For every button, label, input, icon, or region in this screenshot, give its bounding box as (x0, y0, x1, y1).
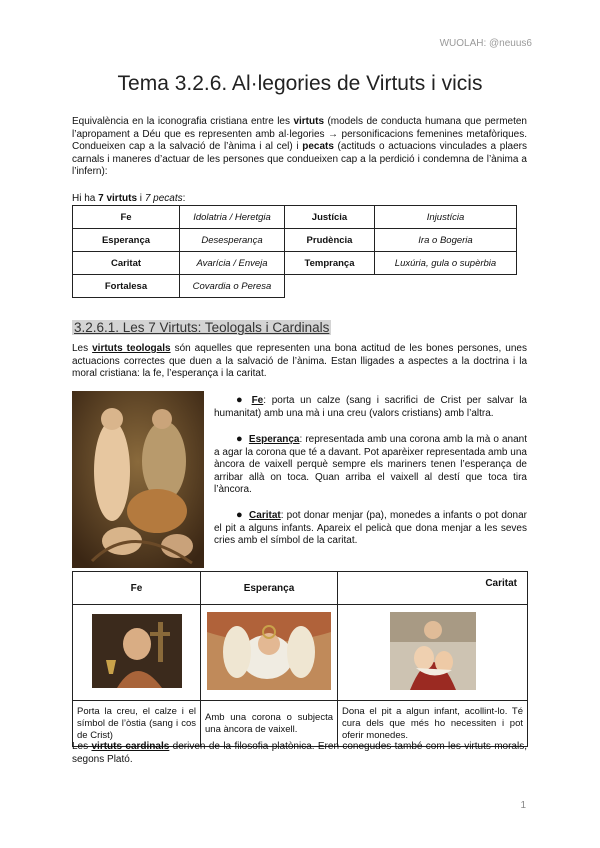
teologals-paragraph: Les virtuts teologals són aquelles que representen una bona actitud de les bones persones, unes actuacions correctes que duen a la salvació de l’ànima. Estan lligades a aspectes a la doctrina i la moral cristiana: la fe, l’esperança i la caritat. (72, 343, 527, 379)
table-row (73, 206, 517, 229)
count-line: Hi ha 7 virtuts i 7 pecats: (72, 193, 186, 204)
bullet-caritat: ● Caritat: pot donar menjar (pa), monedes a infants o pot donar el pit a alguns infants. Apareix el pelicà que dona menjar a les seves cries amb el símbol de la caritat. (214, 509, 527, 546)
bullet-fe: ● Fe: porta un calze (sang i sacrifici de Crist per salvar la humanitat) amb una mà i una creu (valors cristians) amb l’altra. (214, 394, 527, 419)
bullet-icon: ● (236, 509, 244, 521)
empty-cell (285, 275, 375, 298)
table-row (73, 275, 517, 298)
page-number: 1 (520, 800, 526, 811)
sin-cell: Avarícia / Enveja (180, 252, 285, 275)
watermark: WUOLAH: @neuus6 (439, 38, 532, 49)
bullet-icon: ● (236, 433, 243, 445)
table-row (73, 605, 528, 701)
virtue-cell: Caritat (73, 252, 180, 275)
sin-cell: Covardia o Peresa (180, 275, 285, 298)
cardinals-paragraph: Les virtuts cardinals deriven de la filosofia platònica. Eren conegudes també com les virtuts morals, segons Plató. (72, 741, 527, 765)
bullet-esperanca: ● Esperança: representada amb una corona amb la mà o anant a agar la corona que té a davant. Pot aparèixer representada amb una àncora de vaixell perquè sempre els mariners tenen l’esperança de arribar allà on toca. Quan arriba el vaixell al destí que toca tira l’àncora. (214, 433, 527, 495)
bullet-icon: ● (236, 394, 246, 406)
table-row (73, 252, 517, 275)
sin-cell: Desesperança (180, 229, 285, 252)
sin-cell: Idolatria / Heretgia (180, 206, 285, 229)
teologals-cards-table (72, 571, 528, 747)
virtue-cell: Esperança (73, 229, 180, 252)
card-text: Amb una corona o subjecta una àncora de vaixell. (201, 701, 338, 747)
card-header: Esperança (201, 572, 338, 605)
virtue-cell: Justícia (285, 206, 375, 229)
section-heading: 3.2.6.1. Les 7 Virtuts: Teologals i Cardinals (74, 320, 330, 335)
table-row (73, 701, 528, 747)
esperanca-painting-image (207, 612, 331, 690)
sin-cell: Ira o Bogeria (375, 229, 517, 252)
allegory-painting-image (72, 391, 204, 568)
fe-painting-image (92, 614, 182, 688)
allegory-painting (72, 391, 204, 568)
empty-cell (375, 275, 517, 298)
virtue-cell: Fe (73, 206, 180, 229)
card-image-cell (201, 605, 338, 701)
table-row (73, 229, 517, 252)
sin-cell: Injustícia (375, 206, 517, 229)
sin-cell: Luxúria, gula o supèrbia (375, 252, 517, 275)
card-header: Fe (73, 572, 201, 605)
page-title: Tema 3.2.6. Al·legories de Virtuts i vicis (117, 72, 483, 95)
virtue-cell: Fortalesa (73, 275, 180, 298)
table-row (73, 572, 528, 605)
virtue-cell: Prudència (285, 229, 375, 252)
intro-paragraph: Equivalència en la iconografia cristiana entre les virtuts (models de conducta humana que permeten l’apropament a Déu que es representen amb al·legories → personificacions femenines metafòriques. Condueixen cap a la salvació de l’ànima i al cel) i pecats (actituds o actuacions vinculades a plaers carnals i maneres d’actuar de les persones que condueixen cap a la perdició i condemna de l’ànima a l’infern): (72, 116, 527, 177)
card-text: Porta la creu, el calze i el símbol de l’òstia (sang i cos de Crist) (73, 701, 201, 747)
caritat-painting-image (390, 612, 476, 690)
virtue-cell: Temprança (285, 252, 375, 275)
card-header: Caritat (338, 572, 528, 605)
card-image-cell (73, 605, 201, 701)
virtues-sins-table (72, 205, 517, 298)
card-text: Dona el pit a algun infant, acollint-lo. Té cura dels que més ho necessiten i pot oferir monedes. (338, 701, 528, 747)
card-image-cell (338, 605, 528, 701)
